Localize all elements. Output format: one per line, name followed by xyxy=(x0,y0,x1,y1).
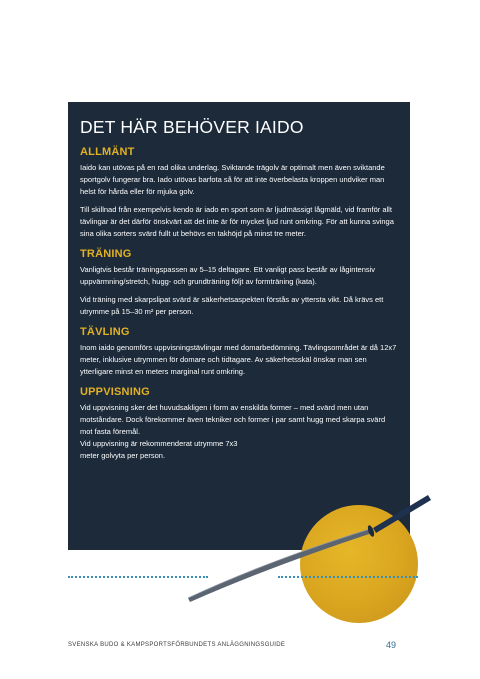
paragraph: Iaido kan utövas på en rad olika underlag. Sviktande trägolv är optimalt men även sviktande sportgolv fungerar bra. Iado utövas barfota så för att inte överbelasta kroppen undviker man helst för hårda eller för mjuka golv. xyxy=(80,163,385,196)
paragraph: Vid träning med skarpslipat svärd är säkerhetsaspekten förstås av yttersta vikt. Då krävs ett utrymme på 15–30 m² per person. xyxy=(80,295,384,316)
section-heading: ALLMÄNT xyxy=(80,146,135,158)
content-area xyxy=(80,116,398,468)
paragraph: Till skillnad från exempelvis kendo är iado en sport som är ljudmässigt lågmäld, vid framför allt tävlingar är det därför önskvärt att det inte är för mycket ljud runt omkring. För att kunna svinga sina olika sorters svärd fullt ut behövs en takhöjd på minst tre meter. xyxy=(80,205,394,238)
footer-publisher: SVENSKA BUDO & KAMPSPORTSFÖRBUNDETS ANLÄGGNINGSGUIDE xyxy=(68,642,286,648)
page-number: 49 xyxy=(386,640,397,650)
section-traning xyxy=(80,247,398,318)
dotted-divider-left xyxy=(68,576,208,578)
katana-blade xyxy=(188,529,372,602)
section-tavling xyxy=(80,325,398,378)
paragraph: Inom iaido genomförs uppvisningstävlingar med domarbedömning. Tävlingsområdet är då 12x7 meter, inklusive utrymmen för domare och tidtagare. Av säkerhetsskäl önskar man sen ytterligare minst en meters marginal runt omkring. xyxy=(80,343,397,376)
paragraph: Vanligtvis består träningspassen av 5–15 deltagare. Ett vanligt pass består av lågintensiv uppvärmning/stretch, hugg- och grundträning följt av formträning (kata). xyxy=(80,265,376,286)
katana-handle xyxy=(373,495,431,533)
dotted-divider-right xyxy=(278,576,418,578)
paragraph: Vid uppvisning sker det huvudsakligen i form av enskilda former – med svärd men utan motståndare. Dock förekommer även tekniker och former i par samt hugg med skarpa svärd mot fasta föremål. Vid uppvisning är rekommenderat utrymme 7x3 meter golvyta per person. xyxy=(80,403,386,460)
section-heading: UPPVISNING xyxy=(80,386,150,398)
section-allmant xyxy=(80,145,398,240)
section-heading: TRÄNING xyxy=(80,248,132,260)
section-uppvisning xyxy=(80,385,398,462)
page-title: DET HÄR BEHÖVER IAIDO xyxy=(80,117,304,137)
section-heading: TÄVLING xyxy=(80,326,130,338)
